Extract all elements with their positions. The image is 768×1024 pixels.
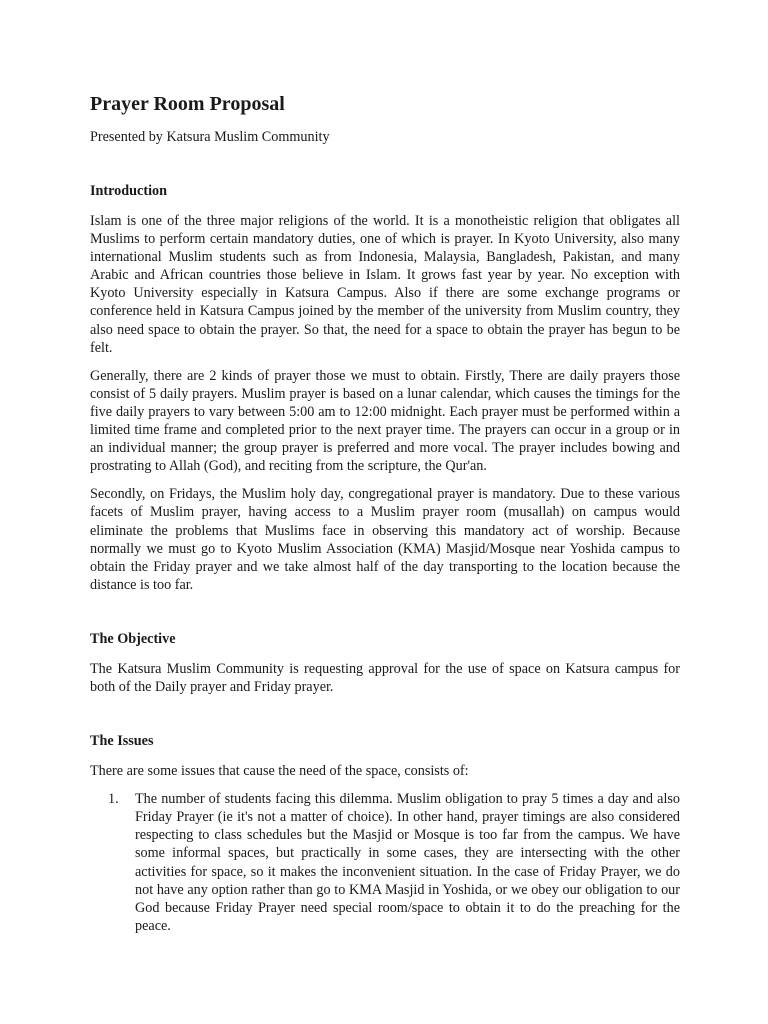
intro-paragraph-2: Generally, there are 2 kinds of prayer those we must to obtain. Firstly, There are daily prayers those consist of 5 daily prayers. Muslim prayer is based on a lunar calendar, which causes the timings for the five daily prayers to vary between 5:00 am to 12:00 midnight. Each prayer must be performed within a limited time frame and completed prior to the next prayer time. The prayers can occur in a group or in an individual manner; the group prayer is preferred and more vocal. The prayer includes bowing and prostrating to Allah (God), and reciting from the scripture, the Qur'an. (90, 367, 680, 475)
section-heading-introduction: Introduction (90, 183, 167, 199)
list-item (90, 790, 680, 935)
intro-paragraph-1: Islam is one of the three major religions of the world. It is a monotheistic religion that obligates all Muslims to perform certain mandatory duties, one of which is prayer. In Kyoto University, also many international Muslim students such as from Indonesia, Malaysia, Bangladesh, Pakistan, and many Arabic and African countries those believe in Islam. It grows fast year by year. No exception with Kyoto University especially in Katsura Campus. Also if there are some exchange programs or conference held in Katsura Campus joined by the member of the university from Muslim country, they also need space to obtain the prayer. So that, the need for a space to obtain the prayer has begun to be felt. (90, 213, 680, 356)
list-item-text: The number of students facing this dilemma. Muslim obligation to pray 5 times a day and also Friday Prayer (ie it's not a matter of choice). In other hand, prayer timings are also considered respecting to class schedules but the Masjid or Mosque is too far from the campus. We have some informal spaces, but practically in some cases, they are intersecting with the other activities for space, so it makes the inconvenient situation. In the case of Friday Prayer, we do not have any option rather than go to KMA Masjid in Yoshida, or we obey our obligation to our God because Friday Prayer need special room/space to obtain it to do the preaching for the peace. (135, 791, 680, 934)
document-subtitle: Presented by Katsura Muslim Community (90, 129, 330, 145)
list-item-number: 1. (108, 791, 119, 808)
intro-paragraph-3: Secondly, on Fridays, the Muslim holy day, congregational prayer is mandatory. Due to these various facets of Muslim prayer, having access to a Muslim prayer room (musallah) on campus would eliminate the problems that Muslims face in observing this mandatory act of worship. Because normally we must go to Kyoto Muslim Association (KMA) Masjid/Mosque near Yoshida campus to obtain the Friday prayer and we take almost half of the day transporting to the location because the distance is too far. (90, 486, 680, 593)
section-heading-objective: The Objective (90, 630, 176, 647)
section-issues (90, 732, 680, 935)
section-introduction (90, 182, 680, 594)
document-title: Prayer Room Proposal (90, 93, 285, 115)
section-spacer (90, 604, 680, 630)
issues-list (90, 790, 680, 935)
section-heading-issues: The Issues (90, 733, 154, 750)
section-spacer (90, 706, 680, 732)
issues-intro: There are some issues that cause the need of the space, consists of: (90, 763, 469, 780)
objective-paragraph-1: The Katsura Muslim Community is requesting approval for the use of space on Katsura campus for both of the Daily prayer and Friday prayer. (90, 660, 680, 695)
section-objective (90, 630, 680, 696)
